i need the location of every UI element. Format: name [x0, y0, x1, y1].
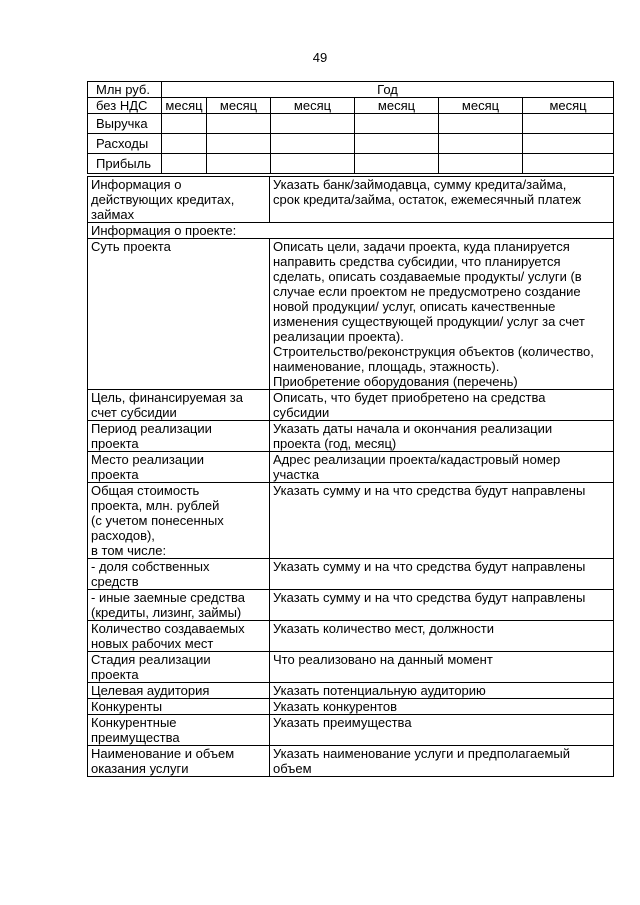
row-value: Указать потенциальную аудиторию [270, 683, 614, 699]
month-header: месяц [439, 98, 523, 114]
table-row [88, 715, 614, 746]
month-header: месяц [355, 98, 439, 114]
finance-row-label: Прибыль [88, 154, 162, 174]
row-label: Цель, финансируемая за счет субсидии [88, 390, 270, 421]
table-row [88, 746, 614, 777]
row-value: Описать цели, задачи проекта, куда планируется направить средства субсидии, что планируется сделать, описать создаваемые продукты/ услуги (в случае если проектом не предусмотрено создание новой продукции/ услуг, описать качественные изменения существующей продукции/ услуг за счет реализации проекта). Строительство/реконструкция объектов (количество, наименование, площадь, этажность). Приобретение оборудования (перечень) [270, 239, 614, 390]
page-number: 49 [312, 50, 328, 65]
row-label: - иные заемные средства (кредиты, лизинг, займы) [88, 590, 270, 621]
table-row [88, 421, 614, 452]
table-row [88, 452, 614, 483]
credits-value: Указать банк/займодавца, сумму кредита/займа, срок кредита/займа, остаток, ежемесячный платеж [270, 177, 614, 223]
row-value: Указать конкурентов [270, 699, 614, 715]
finance-corner-line2: без НДС [88, 98, 162, 114]
table-row [88, 699, 614, 715]
table-row [88, 683, 614, 699]
finance-row-label: Выручка [88, 114, 162, 134]
row-label: Суть проекта [88, 239, 270, 390]
row-value: Описать, что будет приобретено на средства субсидии [270, 390, 614, 421]
table-row [88, 621, 614, 652]
row-value: Указать сумму и на что средства будут направлены [270, 483, 614, 559]
row-label: Количество создаваемых новых рабочих мест [88, 621, 270, 652]
row-value: Адрес реализации проекта/кадастровый номер участка [270, 452, 614, 483]
table-row [88, 559, 614, 590]
row-value: Указать количество мест, должности [270, 621, 614, 652]
table-row [88, 652, 614, 683]
row-label: Период реализации проекта [88, 421, 270, 452]
project-header-row [88, 223, 614, 239]
finance-corner-line1: Млн руб. [88, 82, 162, 98]
finance-row-expenses [88, 134, 614, 154]
year-header: Год [162, 82, 614, 98]
row-value: Указать сумму и на что средства будут направлены [270, 559, 614, 590]
month-header: месяц [207, 98, 271, 114]
table-row [88, 590, 614, 621]
row-value: Указать сумму и на что средства будут направлены [270, 590, 614, 621]
finance-row-profit [88, 154, 614, 174]
finance-row-label: Расходы [88, 134, 162, 154]
row-label: Конкуренты [88, 699, 270, 715]
finance-table [87, 81, 614, 174]
month-header: месяц [162, 98, 207, 114]
month-header: месяц [271, 98, 355, 114]
project-section-header: Информация о проекте: [88, 223, 614, 239]
project-info-table [87, 176, 614, 777]
finance-header-row [88, 82, 614, 98]
table-row [88, 239, 614, 390]
row-label: Общая стоимость проекта, млн. рублей (с учетом понесенных расходов), в том числе: [88, 483, 270, 559]
month-header: месяц [523, 98, 614, 114]
row-value: Указать даты начала и окончания реализации проекта (год, месяц) [270, 421, 614, 452]
row-label: Место реализации проекта [88, 452, 270, 483]
table-row [88, 483, 614, 559]
row-label: Наименование и объем оказания услуги [88, 746, 270, 777]
row-label: - доля собственных средств [88, 559, 270, 590]
finance-row-revenue [88, 114, 614, 134]
row-value: Что реализовано на данный момент [270, 652, 614, 683]
row-value: Указать преимущества [270, 715, 614, 746]
row-label: Целевая аудитория [88, 683, 270, 699]
table-row [88, 390, 614, 421]
credits-row [88, 177, 614, 223]
row-value: Указать наименование услуги и предполагаемый объем [270, 746, 614, 777]
finance-months-row [88, 98, 614, 114]
row-label: Конкурентные преимущества [88, 715, 270, 746]
row-label: Стадия реализации проекта [88, 652, 270, 683]
credits-label: Информация о действующих кредитах, займах [88, 177, 270, 223]
